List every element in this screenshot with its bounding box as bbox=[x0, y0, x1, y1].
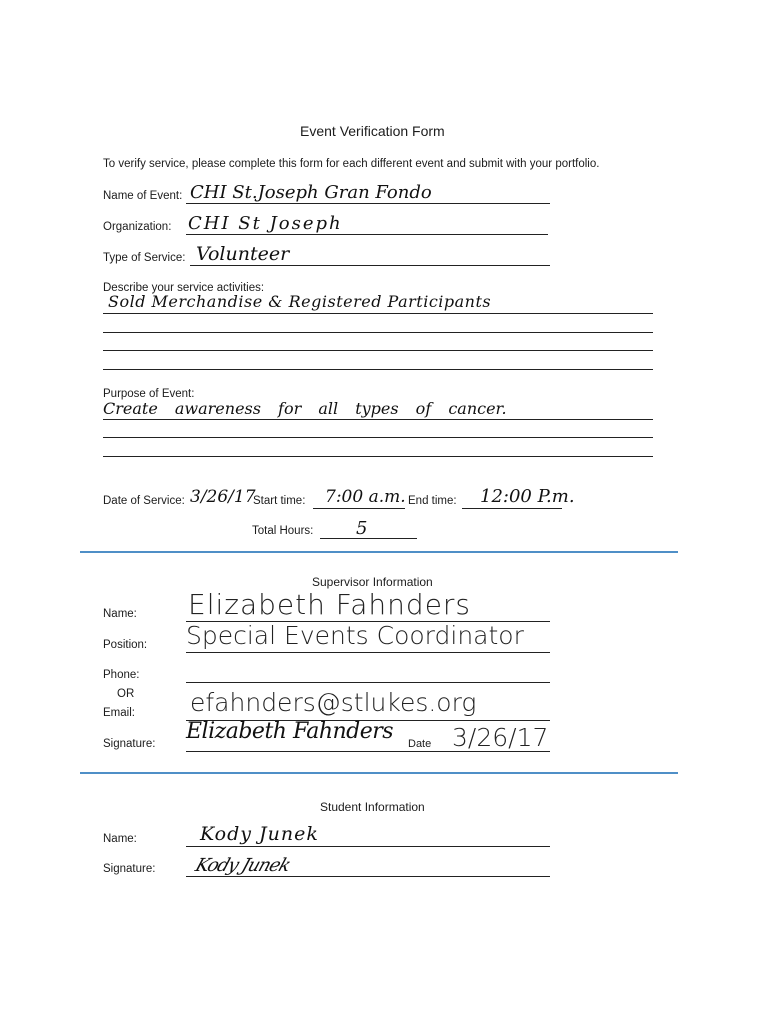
name-of-event-line bbox=[186, 203, 550, 204]
student-name-value[interactable]: Kody Junek bbox=[200, 823, 319, 845]
end-time-line bbox=[462, 508, 562, 509]
student-name-label: Name: bbox=[103, 833, 137, 845]
form-instructions: To verify service, please complete this form for each different event and submit with your portfolio. bbox=[103, 158, 600, 170]
supervisor-signature-label: Signature: bbox=[103, 738, 156, 750]
end-time-label: End time: bbox=[408, 495, 457, 507]
form-title: Event Verification Form bbox=[300, 123, 445, 139]
service-activities-line-3 bbox=[103, 350, 653, 351]
supervisor-name-value[interactable]: Elizabeth Fahnders bbox=[188, 588, 472, 621]
service-activities-line-4 bbox=[103, 369, 653, 370]
supervisor-phone-line bbox=[186, 682, 550, 683]
service-activities-label: Describe your service activities: bbox=[103, 282, 265, 294]
student-heading: Student Information bbox=[320, 800, 425, 814]
supervisor-date-label: Date bbox=[408, 738, 432, 750]
purpose-of-event-value[interactable]: Create awareness for all types of cancer. bbox=[103, 399, 507, 418]
student-signature-line bbox=[186, 876, 550, 877]
type-of-service-label: Type of Service: bbox=[103, 252, 186, 264]
organization-label: Organization: bbox=[103, 221, 172, 233]
student-signature[interactable]: Kody Junek bbox=[192, 855, 293, 876]
supervisor-date-value[interactable]: 3/26/17 bbox=[452, 723, 549, 752]
supervisor-position-label: Position: bbox=[103, 639, 148, 651]
total-hours-label: Total Hours: bbox=[252, 525, 314, 537]
student-name-line bbox=[186, 846, 550, 847]
supervisor-heading: Supervisor Information bbox=[312, 575, 433, 589]
service-activities-line-2 bbox=[103, 332, 653, 333]
name-of-event-value[interactable]: CHI St.Joseph Gran Fondo bbox=[190, 182, 432, 203]
supervisor-position-value[interactable]: Special Events Coordinator bbox=[186, 621, 524, 650]
service-activities-value[interactable]: Sold Merchandise & Registered Participants bbox=[108, 292, 492, 311]
purpose-line-1 bbox=[103, 419, 653, 420]
type-of-service-line bbox=[190, 265, 550, 266]
section-divider-top bbox=[80, 551, 678, 553]
name-of-event-label: Name of Event: bbox=[103, 190, 183, 202]
student-signature-label: Signature: bbox=[103, 863, 156, 875]
service-activities-line-1 bbox=[103, 313, 653, 314]
purpose-line-2 bbox=[103, 437, 653, 438]
organization-line bbox=[186, 234, 548, 235]
supervisor-phone-label: Phone: bbox=[103, 669, 140, 681]
end-time-value[interactable]: 12:00 P.m. bbox=[480, 486, 575, 507]
purpose-line-3 bbox=[103, 456, 653, 457]
purpose-of-event-label: Purpose of Event: bbox=[103, 388, 195, 400]
supervisor-position-line bbox=[186, 652, 550, 653]
supervisor-signature[interactable]: Elizabeth Fahnders bbox=[186, 719, 394, 744]
or-label: OR bbox=[117, 688, 135, 700]
start-time-value[interactable]: 7:00 a.m. bbox=[325, 487, 406, 507]
type-of-service-value[interactable]: Volunteer bbox=[196, 243, 290, 265]
supervisor-name-label: Name: bbox=[103, 608, 137, 620]
date-of-service-label: Date of Service: bbox=[103, 495, 185, 507]
total-hours-line bbox=[320, 538, 417, 539]
total-hours-value[interactable]: 5 bbox=[356, 518, 368, 539]
organization-value[interactable]: CHI St Joseph bbox=[188, 213, 343, 234]
start-time-label: Start time: bbox=[253, 495, 306, 507]
date-of-service-value[interactable]: 3/26/17 bbox=[190, 487, 256, 507]
supervisor-email-label: Email: bbox=[103, 707, 135, 719]
start-time-line bbox=[313, 508, 405, 509]
supervisor-email-value[interactable]: efahnders@stlukes.org bbox=[190, 688, 477, 717]
section-divider-bottom bbox=[80, 772, 678, 774]
